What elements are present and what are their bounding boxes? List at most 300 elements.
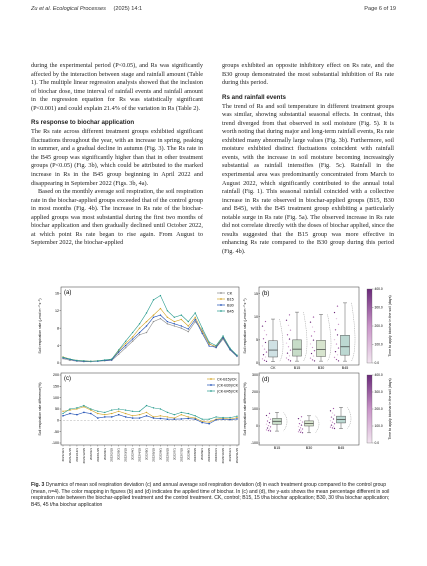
colorbar-tick-label: 0.0 [374, 441, 380, 446]
data-point [336, 359, 337, 360]
y-tick-label: 200 [252, 390, 258, 395]
series-point [62, 413, 63, 414]
data-point [338, 360, 339, 361]
panel-a-series [62, 295, 237, 363]
series-point [83, 412, 84, 413]
data-point [301, 430, 302, 431]
x-tick-label: 2022/8/15 [193, 448, 198, 462]
data-point [266, 334, 267, 335]
data-point [331, 424, 332, 425]
series-point [215, 347, 216, 348]
x-category-label: B30 [317, 366, 325, 370]
density-outline [284, 412, 288, 431]
paragraph: Based on the monthly average soil respiration, the soil respiration rate in the biochar-applied groups exceeded that of the control group in most months (Fig. 4b). The increase in Rs rate of the biochar-applied groups was most substantial during the first two months of biochar application and then gradually declined until October 2022, at which point Rs rate began to rise again. From August to September 2022, the biochar-applied [31, 188, 203, 247]
y-tick-label: 300 [252, 373, 258, 378]
series-point [146, 312, 147, 313]
series-point [76, 360, 77, 361]
data-point [263, 338, 264, 339]
series-point [236, 354, 237, 355]
x-tick-label: 2022/8/1 [186, 448, 191, 461]
section-heading: Rs response to biochar application [31, 119, 135, 127]
caption-label: Fig. 3 [31, 482, 45, 488]
difference-line [63, 412, 237, 423]
data-point [268, 417, 269, 418]
series-point [202, 419, 203, 420]
series-point [104, 414, 105, 415]
data-point [333, 426, 334, 427]
series-point [167, 412, 168, 413]
series-point [146, 412, 147, 413]
series-point [90, 408, 91, 409]
y-tick-label: -50 [53, 429, 59, 434]
series-point [181, 414, 182, 415]
series-point [160, 418, 161, 419]
journal-name: Zu et al. Ecological Processes [31, 6, 106, 12]
series-point [76, 414, 77, 415]
series-point [139, 411, 140, 412]
series-point [174, 419, 175, 420]
x-date-ticks [61, 445, 239, 463]
series-point [174, 321, 175, 322]
panel-c-ylabel: Soil respiration rate difference(%) [38, 382, 42, 436]
series-point [69, 413, 70, 414]
colorbar-tick-label: 400.0 [374, 287, 383, 292]
series-point [139, 327, 140, 328]
data-point [270, 430, 271, 431]
data-point [288, 359, 289, 360]
series-point [153, 314, 154, 315]
y-tick-label: 200 [53, 373, 59, 378]
data-point [310, 322, 311, 323]
series-point [188, 328, 189, 329]
legend-marker [220, 310, 222, 312]
x-tick-label: 2021/11/1 [61, 448, 65, 462]
series-point [208, 419, 209, 420]
data-point [334, 414, 335, 415]
series-point [174, 323, 175, 324]
series-point [125, 343, 126, 344]
legend-marker [220, 292, 222, 294]
x-tick-label: 2022/4/15 [137, 448, 142, 462]
figure-caption [31, 482, 396, 509]
data-point [298, 431, 299, 432]
y-tick-label: 10 [254, 314, 258, 319]
y-tick-label: -100 [250, 441, 258, 446]
data-point [300, 432, 301, 433]
series-point [104, 416, 105, 417]
series-point [90, 413, 91, 414]
series-point [195, 317, 196, 318]
panel-d-frame [259, 373, 359, 445]
series-point [160, 415, 161, 416]
series-point [236, 418, 237, 419]
series-point [132, 332, 133, 333]
legend-label: B45 [227, 309, 234, 314]
series-point [118, 351, 119, 352]
series-point [208, 341, 209, 342]
x-tick-label: 2022/2/15 [109, 448, 114, 462]
data-point [301, 416, 302, 417]
data-point [313, 355, 314, 356]
series-point [139, 323, 140, 324]
data-point [314, 350, 315, 351]
series-point [188, 325, 189, 326]
data-point [301, 424, 302, 425]
data-point [268, 425, 269, 426]
data-point [312, 347, 313, 348]
colorbar-tick-label: 200.0 [374, 324, 383, 329]
panel-d-ylabel: Soil respiration rate difference(%) [243, 382, 247, 436]
data-point [337, 354, 338, 355]
legend-label: CK [227, 291, 233, 296]
series-point [188, 416, 189, 417]
data-point [298, 426, 299, 427]
difference-line [63, 407, 237, 422]
series-point [153, 317, 154, 318]
series-point [125, 413, 126, 414]
colorbar-tick-label: 300.0 [374, 390, 383, 395]
data-point [290, 330, 291, 331]
y-tick-label: 100 [53, 395, 59, 400]
data-point [267, 420, 268, 421]
series-line-b45 [63, 296, 237, 362]
data-point [267, 427, 268, 428]
y-tick-label: 15 [254, 291, 258, 296]
data-point [289, 355, 290, 356]
data-point [302, 421, 303, 422]
legend-label: B15 [227, 297, 234, 302]
series-point [229, 417, 230, 418]
legend-label: B30 [227, 303, 234, 308]
series-point [76, 407, 77, 408]
legend-marker [220, 304, 222, 306]
data-point [287, 334, 288, 335]
data-point [299, 423, 300, 424]
series-point [97, 360, 98, 361]
series-point [195, 419, 196, 420]
series-point [181, 314, 182, 315]
paragraph: The Rs rate across different treatment groups exhibited significant fluctuations throughout the year, with an increase in spring, peaking in summer, and a gradual decline in autumn (Fig. 3). The Rs rate in the B45 group was significantly higher than that in other treatment groups (P<0.05) (Fig. 3b), which could be attributed to the marked increase in Rs in the B45 group beginning in April 2022 and disappearing in September 2022 (Figs. 3b, 4a). [31, 128, 203, 187]
data-point [332, 427, 333, 428]
data-point [287, 353, 288, 354]
series-point [111, 409, 112, 410]
panel-d-colorbar-label: Time to apply biochar in the soil (days) [388, 378, 392, 440]
x-tick-label: 2022/5/15 [151, 448, 156, 462]
legend-label: (CK-B30)/CK [217, 383, 238, 388]
data-point [330, 420, 331, 421]
series-point [160, 314, 161, 315]
series-point [132, 338, 133, 339]
data-point [266, 424, 267, 425]
series-point [181, 412, 182, 413]
x-tick-label: 2022/10/1 [214, 448, 219, 462]
x-tick-label: 2021/11/15 [67, 448, 72, 464]
data-point [335, 351, 336, 352]
data-point [266, 429, 267, 430]
right-column [222, 62, 394, 256]
series-point [215, 419, 216, 420]
data-point [269, 428, 270, 429]
volume: (2025) 14:1 [113, 6, 143, 12]
data-point [338, 347, 339, 348]
series-point [174, 317, 175, 318]
series-point [118, 349, 119, 350]
series-point [236, 416, 237, 417]
series-point [83, 360, 84, 361]
data-point [286, 320, 287, 321]
series-point [181, 325, 182, 326]
series-point [160, 308, 161, 309]
x-tick-label: 2022/9/1 [200, 448, 205, 461]
data-point [302, 428, 303, 429]
series-point [118, 408, 119, 409]
series-point [125, 341, 126, 342]
x-tick-label: 2022/6/1 [158, 448, 163, 461]
panel-d-yticks [251, 373, 260, 445]
series-point [153, 299, 154, 300]
data-point [298, 418, 299, 419]
panel-c-legend [207, 377, 239, 393]
colorbar-tick-label: 300.0 [374, 305, 383, 310]
x-tick-label: 2022/6/15 [165, 448, 170, 462]
panel-b-colorbar [367, 289, 372, 363]
series-point [167, 310, 168, 311]
data-point [265, 321, 266, 322]
panel-a-legend [217, 291, 234, 313]
y-tick-label: 0 [256, 424, 258, 429]
x-tick-label: 2022/7/1 [172, 448, 177, 461]
series-point [90, 361, 91, 362]
data-point [336, 343, 337, 344]
density-outline [328, 314, 332, 361]
data-point [311, 353, 312, 354]
y-tick-label: 0 [256, 361, 258, 366]
data-point [262, 345, 263, 346]
series-point [167, 321, 168, 322]
series-point [160, 295, 161, 296]
panel-c-label: (c) [64, 376, 71, 382]
y-tick-label: 16 [55, 291, 59, 296]
series-point [188, 418, 189, 419]
data-point [289, 314, 290, 315]
series-point [222, 419, 223, 420]
legend-marker [210, 378, 212, 380]
series-point [146, 321, 147, 322]
data-point [334, 428, 335, 429]
series-point [146, 325, 147, 326]
series-point [195, 415, 196, 416]
series-point [111, 416, 112, 417]
series-point [188, 321, 189, 322]
x-category-label: B30 [305, 446, 313, 450]
series-point [83, 405, 84, 406]
x-tick-label: 2022/4/1 [130, 448, 135, 461]
data-point [268, 430, 269, 431]
series-point [111, 358, 112, 359]
paragraph: during the experimental period (P<0.05), and Rs was significantly affected by the interaction between stage and rainfall amount (Table 1). The multiple linear regression analysis showed that the inclusion of biochar dose, time interval of rainfall events and rainfall amount in the regression equation for Rs was statistically significant (P<0.001) and could explain 21.4% of the variation in Rs (Table 2). [31, 62, 203, 112]
series-point [188, 331, 189, 332]
data-point [334, 339, 335, 340]
series-point [118, 414, 119, 415]
panel-b-colorbar-label: Time to apply biochar in the soil (days) [388, 295, 392, 357]
colorbar-tick-label: 100.0 [374, 342, 383, 347]
data-point [310, 343, 311, 344]
y-tick-label: 4 [57, 343, 59, 348]
series-point [125, 416, 126, 417]
figure-3 [31, 281, 396, 477]
data-point [336, 318, 337, 319]
series-point [97, 411, 98, 412]
x-tick-label: 2022/1/15 [95, 448, 100, 462]
colorbar-tick-label: 100.0 [374, 424, 383, 429]
series-point [62, 411, 63, 412]
panel-c-series [62, 405, 237, 425]
y-tick-label: 0 [57, 361, 59, 366]
series-point [132, 415, 133, 416]
density-outline [352, 303, 356, 361]
series-point [118, 354, 119, 355]
x-category-label: B45 [341, 366, 349, 370]
x-tick-label: 2022/7/15 [179, 448, 184, 462]
data-point [331, 416, 332, 417]
data-point [286, 342, 287, 343]
data-point [313, 339, 314, 340]
panel-b-ylabel: Soil respiration rate (μmol m⁻² s⁻¹) [243, 298, 247, 354]
box-b30 [317, 340, 326, 356]
series-point [167, 419, 168, 420]
series-point [104, 359, 105, 360]
legend-label: (CK-B45)/CK [217, 389, 238, 394]
data-point [300, 420, 301, 421]
series-point [160, 318, 161, 319]
panel-a-label: (a) [64, 290, 72, 296]
x-category-label: B45 [337, 446, 345, 450]
series-point [167, 416, 168, 417]
data-point [270, 419, 271, 420]
data-point [335, 329, 336, 330]
series-point [146, 415, 147, 416]
series-point [97, 413, 98, 414]
colorbar-tick-label: 400.0 [374, 373, 383, 378]
y-tick-label: 8 [57, 326, 59, 331]
series-point [208, 345, 209, 346]
data-point [290, 360, 291, 361]
data-point [310, 358, 311, 359]
series-point [222, 417, 223, 418]
series-point [202, 422, 203, 423]
data-point [262, 358, 263, 359]
series-point [146, 405, 147, 406]
panel-b-colorbar-ticks [372, 287, 383, 365]
series-point [208, 423, 209, 424]
y-tick-label: -100 [51, 441, 59, 446]
series-point [208, 421, 209, 422]
data-point [266, 351, 267, 352]
paragraph: groups exhibited an opposite inhibitory effect on Rs rate, and the B30 group demonstrated the most substantial inhibition of Rs rate during this period. [222, 62, 394, 87]
box-ck [269, 341, 278, 357]
series-point [215, 345, 216, 346]
series-point [181, 319, 182, 320]
series-point [139, 414, 140, 415]
x-tick-label: 2022/2/1 [102, 448, 107, 461]
series-point [202, 327, 203, 328]
series-point [202, 333, 203, 334]
data-point [314, 360, 315, 361]
series-point [139, 417, 140, 418]
y-tick-label: 50 [55, 407, 59, 412]
data-point [337, 306, 338, 307]
data-point [299, 429, 300, 430]
x-tick-label: 2022/5/1 [144, 448, 149, 461]
data-point [332, 422, 333, 423]
data-point [289, 338, 290, 339]
y-tick-label: 150 [53, 384, 59, 389]
legend-label: CK-B15)/CK [217, 377, 237, 382]
series-point [153, 321, 154, 322]
data-point [288, 346, 289, 347]
data-point [302, 432, 303, 433]
data-point [334, 423, 335, 424]
data-point [264, 330, 265, 331]
density-outline [304, 312, 308, 361]
series-point [97, 417, 98, 418]
panel-b-boxes [262, 303, 355, 370]
series-point [132, 411, 133, 412]
x-tick-label: 2021/12/1 [74, 448, 79, 462]
data-point [314, 331, 315, 332]
panel-a-yticks [55, 292, 61, 366]
colorbar-tick-label: 0.0 [374, 361, 380, 366]
data-point [330, 427, 331, 428]
panel-d-label: (d) [262, 377, 270, 383]
data-point [334, 312, 335, 313]
panel-d-colorbar-ticks [372, 373, 383, 445]
x-tick-label: 2022/9/15 [207, 448, 212, 462]
series-point [139, 332, 140, 333]
series-point [167, 317, 168, 318]
data-point [313, 316, 314, 317]
legend-marker [220, 298, 222, 300]
panel-d-boxes [266, 407, 351, 450]
series-point [195, 321, 196, 322]
data-point [312, 359, 313, 360]
figure-3-chart [31, 281, 396, 477]
data-point [330, 410, 331, 411]
series-point [132, 336, 133, 337]
data-point [290, 350, 291, 351]
density-outline [348, 407, 352, 428]
series-point [215, 416, 216, 417]
panel-b-label: (b) [262, 291, 270, 297]
data-point [264, 360, 265, 361]
series-line-b15 [63, 309, 237, 362]
x-tick-label: 2022/10/15 [221, 448, 226, 464]
legend-marker [210, 390, 212, 392]
left-column [31, 62, 203, 248]
series-point [111, 413, 112, 414]
series-point [222, 335, 223, 336]
data-point [262, 325, 263, 326]
data-point [338, 324, 339, 325]
data-point [286, 357, 287, 358]
series-point [69, 408, 70, 409]
data-point [300, 427, 301, 428]
series-point [174, 325, 175, 326]
y-tick-label: 12 [55, 308, 59, 313]
x-tick-label: 2022/1/1 [88, 448, 93, 461]
series-point [69, 358, 70, 359]
series-point [188, 413, 189, 414]
